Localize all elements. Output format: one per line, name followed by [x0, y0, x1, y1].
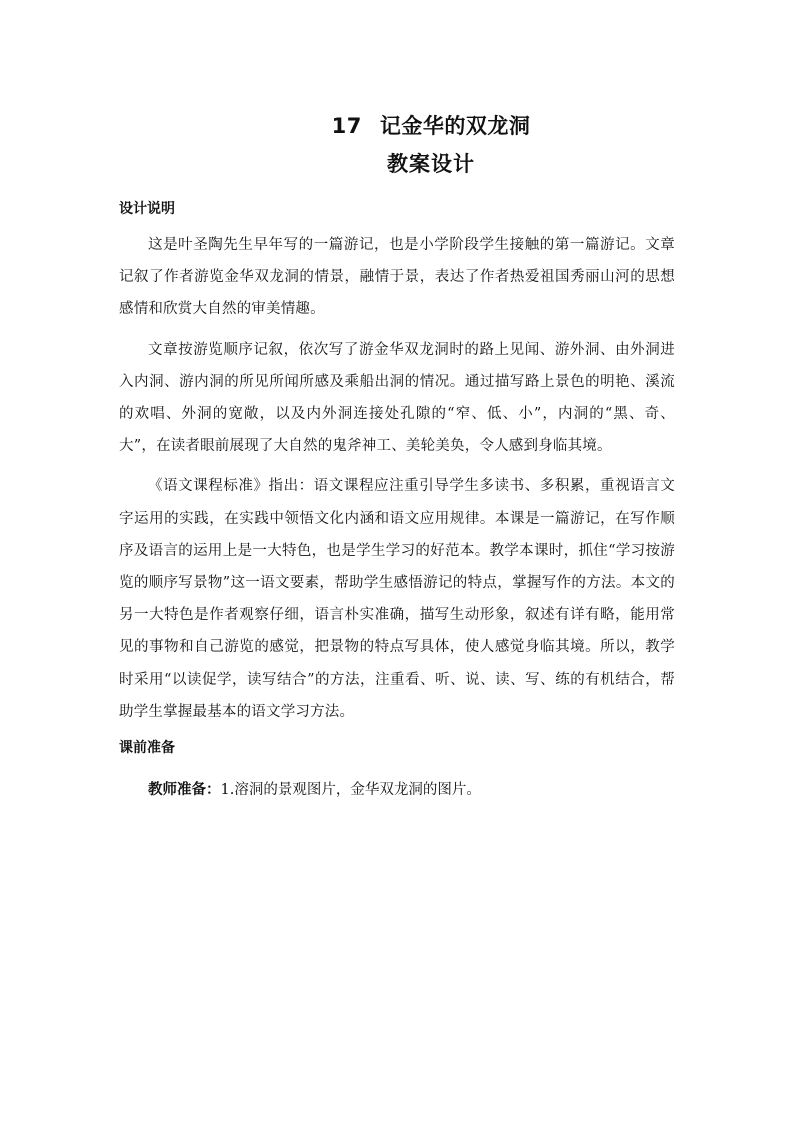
section-heading-preparation: 课前准备 — [119, 740, 175, 757]
teacher-preparation — [119, 776, 675, 804]
lesson-number: 17 — [331, 114, 362, 138]
teacher-preparation-item: 1.溶洞的景观图片，金华双龙洞的图片。 — [220, 782, 481, 799]
paragraph-2: 文章按游览顺序记叙，依次写了游金华双龙洞时的路上见闻、游外洞、由外洞进入内洞、游内洞的所见所闻所感及乘船出洞的情况。通过描写路上景色的明艳、溪流的欢唱、外洞的宽敞，以及内外洞连接处孔隙的“窄、低、小”，内洞的“黑、奇、大”，在读者眼前展现了大自然的鬼斧神工、美轮美奂，令人感到身临其境。 — [119, 341, 675, 455]
lesson-title: 记金华的双龙洞 — [379, 114, 531, 138]
section-heading-design-notes: 设计说明 — [119, 201, 175, 217]
teacher-preparation-label: 教师准备： — [148, 782, 221, 799]
paragraph-1: 这是叶圣陶先生早年写的一篇游记，也是小学阶段学生接触的第一篇游记。文章记叙了作者游览金华双龙洞的情景，融情于景，表达了作者热爱祖国秀丽山河的思想感情和欣赏大自然的审美情趣。 — [119, 237, 675, 318]
document-title — [119, 108, 675, 144]
paragraph-3: 《语文课程标准》指出：语文课程应注重引导学生多读书、多积累，重视语言文字运用的实践，在实践中领悟文化内涵和语文应用规律。本课是一篇游记，在写作顺序及语言的运用上是一大特色，也是学生学习的好范本。教学本课时，抓住“学习按游览的顺序写景物”这一语文要素，帮助学生感悟游记的特点，掌握写作的方法。本文的另一大特色是作者观察仔细，语言朴实准确，描写生动形象，叙述有详有略，能用常见的事物和自己游览的感觉，把景物的特点写具体，使人感觉身临其境。所以，教学时采用“以读促学，读写结合”的方法，注重看、听、说、读、写、练的有机结合，帮助学生掌握最基本的语文学习方法。 — [119, 478, 675, 720]
document-subtitle: 教案设计 — [387, 152, 475, 176]
